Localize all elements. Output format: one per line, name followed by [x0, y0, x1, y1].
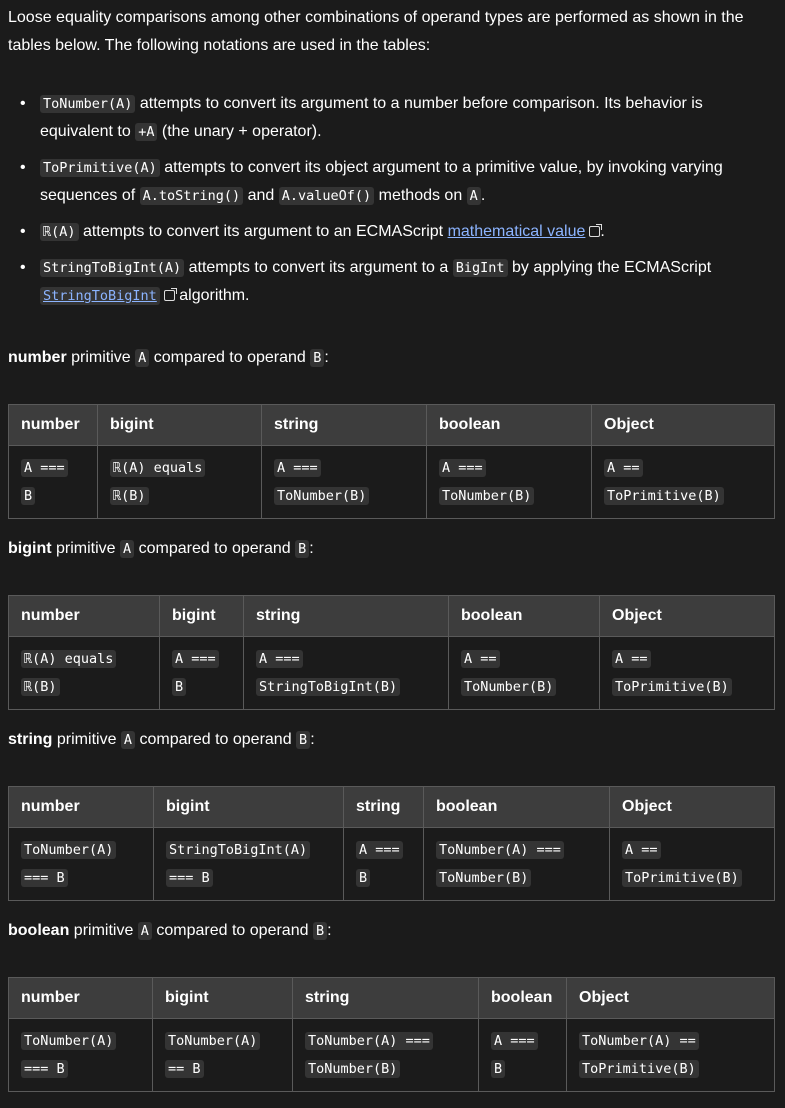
table-row [9, 637, 775, 710]
table-cell [610, 828, 775, 901]
table-cell [9, 1019, 153, 1092]
cell-code: == B [165, 1060, 204, 1078]
cell-code: B [21, 487, 35, 505]
table-header-row [9, 596, 775, 637]
heading-text: primitive [51, 540, 120, 557]
table-header-row [9, 405, 775, 446]
note-text: attempts to convert its argument to a [184, 259, 453, 276]
heading-text: : [327, 922, 332, 939]
cell-code: ToNumber(A) === [436, 841, 564, 859]
note-text: methods on [374, 187, 467, 204]
heading-text: compared to operand [149, 349, 311, 366]
column-header: Object [610, 787, 775, 828]
cell-code: A == [604, 459, 643, 477]
cell-code: ℝ(A) equals [21, 650, 116, 668]
cell-code: A === [274, 459, 321, 477]
heading-code: B [313, 922, 327, 940]
table-cell [567, 1019, 775, 1092]
cell-code: A === [356, 841, 403, 859]
column-header: string [244, 596, 449, 637]
cell-code: ToPrimitive(B) [604, 487, 724, 505]
string-comparison-table [8, 786, 775, 901]
cell-code: ToNumber(A) [165, 1032, 260, 1050]
cell-code: ToNumber(B) [439, 487, 534, 505]
heading-text: compared to operand [151, 922, 313, 939]
heading-text: : [324, 349, 329, 366]
boolean-section-heading [8, 917, 332, 945]
table-cell [9, 828, 154, 901]
heading-type: number [8, 349, 67, 366]
heading-code: A [120, 540, 134, 558]
column-header: bigint [153, 978, 293, 1019]
table-cell [424, 828, 610, 901]
note-text: algorithm. [174, 287, 250, 304]
bigint-comparison-table [8, 595, 775, 710]
heading-type: bigint [8, 540, 52, 557]
column-header: number [9, 978, 153, 1019]
number-section-heading [8, 344, 329, 372]
column-header: bigint [160, 596, 244, 637]
column-header: boolean [424, 787, 610, 828]
table-header-row [9, 787, 775, 828]
cell-code: A === [172, 650, 219, 668]
column-header: number [9, 787, 154, 828]
table-cell [427, 446, 592, 519]
column-header: number [9, 405, 98, 446]
column-header: string [262, 405, 427, 446]
note-mathematical-value [0, 218, 780, 246]
cell-code: ToNumber(B) [305, 1060, 400, 1078]
column-header: Object [592, 405, 775, 446]
cell-code: ToNumber(B) [461, 678, 556, 696]
column-header: Object [600, 596, 775, 637]
column-header: bigint [154, 787, 344, 828]
cell-code: ToNumber(A) [21, 841, 116, 859]
cell-code: StringToBigInt(B) [256, 678, 400, 696]
note-code: A [467, 187, 481, 205]
note-text: by applying the ECMAScript [507, 259, 712, 276]
note-text: attempts to convert its argument to an ECMAScript [78, 223, 448, 240]
cell-code: ToPrimitive(B) [622, 869, 742, 887]
table-row [9, 828, 775, 901]
cell-code: ℝ(A) equals [110, 459, 205, 477]
note-text: (the unary + operator). [157, 123, 322, 140]
heading-text: compared to operand [135, 731, 297, 748]
note-code: A.toString() [140, 187, 244, 205]
heading-text: primitive [69, 922, 138, 939]
table-cell [600, 637, 775, 710]
cell-code: ℝ(B) [21, 678, 60, 696]
table-cell [98, 446, 262, 519]
table-cell [9, 446, 98, 519]
column-header: boolean [427, 405, 592, 446]
cell-code: === B [21, 869, 68, 887]
note-text: attempts to convert its object argument to a primitive value, by invoking varying sequences of [40, 159, 723, 204]
cell-code: A == [612, 650, 651, 668]
table-cell [449, 637, 600, 710]
table-cell [153, 1019, 293, 1092]
note-toprimitive [0, 154, 780, 210]
heading-code: A [135, 349, 149, 367]
table-cell [479, 1019, 567, 1092]
heading-text: : [309, 540, 314, 557]
table-row [9, 1019, 775, 1092]
column-header: boolean [449, 596, 600, 637]
heading-code: A [138, 922, 152, 940]
number-comparison-table [8, 404, 775, 519]
cell-code: A === [439, 459, 486, 477]
cell-code: ToPrimitive(B) [612, 678, 732, 696]
heading-text: primitive [52, 731, 121, 748]
heading-type: boolean [8, 922, 70, 939]
table-cell [9, 637, 160, 710]
note-code: ToPrimitive(A) [40, 159, 160, 177]
boolean-comparison-table [8, 977, 775, 1092]
heading-code: B [295, 540, 309, 558]
mathematical-value-link[interactable]: mathematical value [447, 223, 586, 240]
stringtobigint-link[interactable]: StringToBigInt [43, 288, 157, 304]
note-text: attempts to convert its argument to a number before comparison. Its behavior is equivalent to [40, 95, 703, 140]
cell-code: B [172, 678, 186, 696]
cell-code: A === [256, 650, 303, 668]
cell-code: StringToBigInt(A) [166, 841, 310, 859]
column-header: string [293, 978, 479, 1019]
note-text: . [600, 223, 605, 240]
notation-list [0, 90, 785, 318]
table-cell [592, 446, 775, 519]
cell-code: B [356, 869, 370, 887]
cell-code: ToNumber(A) [21, 1032, 116, 1050]
note-code: StringToBigInt(A) [40, 259, 184, 277]
cell-code: ToNumber(B) [274, 487, 369, 505]
bigint-section-heading [8, 535, 314, 563]
table-row [9, 446, 775, 519]
cell-code: A === [21, 459, 68, 477]
cell-code: A === [491, 1032, 538, 1050]
cell-code: ℝ(B) [110, 487, 149, 505]
heading-code: A [121, 731, 135, 749]
column-header: bigint [98, 405, 262, 446]
cell-code: ToNumber(B) [436, 869, 531, 887]
cell-code: A == [461, 650, 500, 668]
table-cell [262, 446, 427, 519]
cell-code: === B [166, 869, 213, 887]
cell-code: A == [622, 841, 661, 859]
table-cell [154, 828, 344, 901]
note-stringtobigint [0, 254, 780, 310]
note-text: . [480, 187, 486, 204]
cell-code: ToNumber(A) === [305, 1032, 433, 1050]
heading-text: : [310, 731, 315, 748]
column-header: Object [567, 978, 775, 1019]
note-tonumber [0, 90, 780, 146]
note-text: and [243, 187, 279, 204]
note-code: A.valueOf() [279, 187, 374, 205]
heading-code: B [310, 349, 324, 367]
note-code: ℝ(A) [40, 223, 79, 241]
heading-text: primitive [66, 349, 136, 366]
table-cell [160, 637, 244, 710]
cell-code: ToNumber(A) == [579, 1032, 699, 1050]
column-header: string [344, 787, 424, 828]
cell-code: ToPrimitive(B) [579, 1060, 699, 1078]
table-cell [344, 828, 424, 901]
external-link-icon [164, 290, 175, 301]
note-code: +A [135, 123, 157, 141]
table-cell [244, 637, 449, 710]
cell-code: === B [21, 1060, 68, 1078]
intro-paragraph: Loose equality comparisons among other combinations of operand types are performed as shown in the tables below. The following notations are used in the tables: [8, 9, 744, 54]
table-header-row [9, 978, 775, 1019]
heading-text: compared to operand [134, 540, 296, 557]
heading-code: B [296, 731, 310, 749]
heading-type: string [8, 731, 53, 748]
table-cell [293, 1019, 479, 1092]
string-section-heading [8, 726, 315, 754]
note-code: ToNumber(A) [40, 95, 135, 113]
column-header: number [9, 596, 160, 637]
column-header: boolean [479, 978, 567, 1019]
note-code: BigInt [453, 259, 508, 277]
cell-code: B [491, 1060, 505, 1078]
external-link-icon [589, 226, 600, 237]
